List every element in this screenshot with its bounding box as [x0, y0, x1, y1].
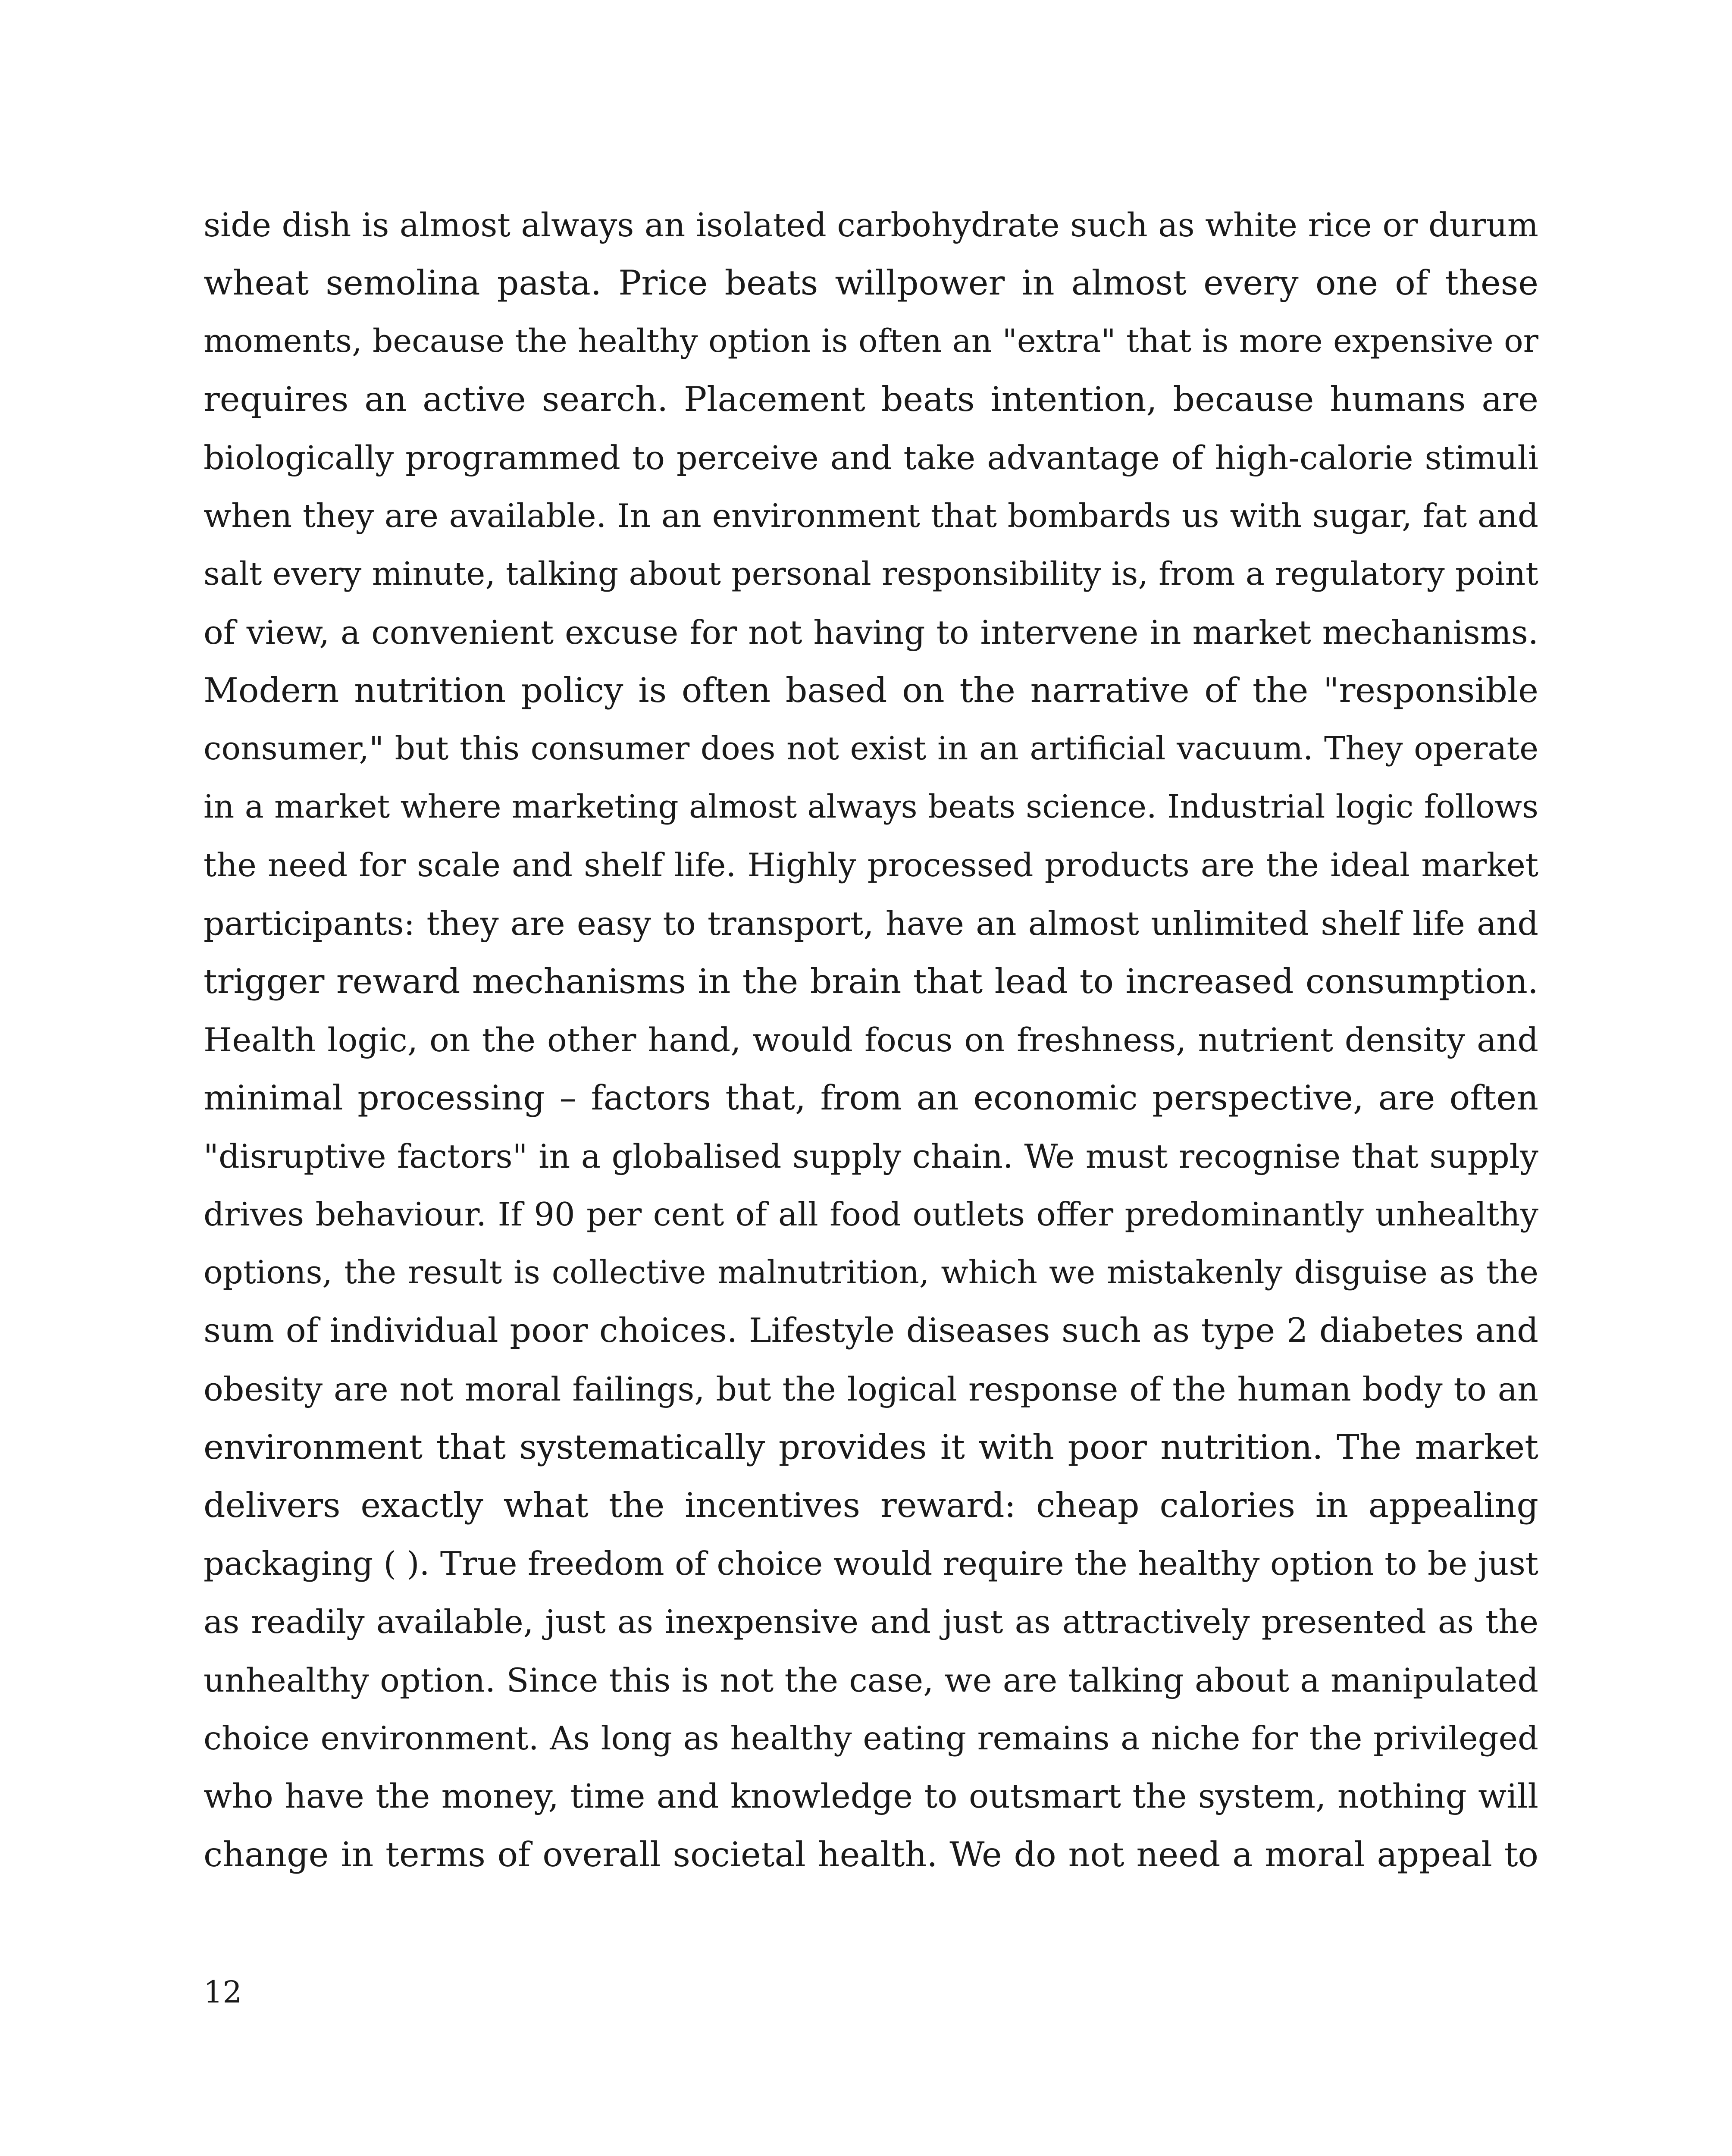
text-line: Health logic, on the other hand, would focus on freshness, nutrient density and [204, 1021, 1538, 1059]
text-line: salt every minute, talking about personal responsibility is, from a regulatory point [204, 555, 1538, 592]
text-line: unhealthy option. Since this is not the case, we are talking about a manipulated [204, 1661, 1538, 1699]
text-line: participants: they are easy to transport, have an almost unlimited shelf life and [204, 904, 1538, 943]
text-line: environment that systematically provides it with poor nutrition. The market [204, 1427, 1538, 1467]
text-line: in a market where marketing almost always beats science. Industrial logic follows [204, 788, 1538, 825]
text-line: biologically programmed to perceive and take advantage of high-calorie stimuli [204, 439, 1538, 477]
text-line: requires an active search. Placement beats intention, because humans are [204, 379, 1538, 419]
text-line: of view, a convenient excuse for not having to intervene in market mechanisms. [204, 613, 1538, 652]
text-line: packaging ( ). True freedom of choice would require the healthy option to be just [204, 1545, 1538, 1583]
page-number: 12 [204, 1974, 242, 2010]
text-line: Modern nutrition policy is often based on the narrative of the "responsible [204, 671, 1538, 710]
text-line: trigger reward mechanisms in the brain that lead to increased consumption. [204, 962, 1538, 1001]
text-line: options, the result is collective malnutrition, which we mistakenly disguise as the [204, 1254, 1538, 1291]
text-line: drives behaviour. If 90 per cent of all food outlets offer predominantly unhealthy [204, 1195, 1538, 1233]
text-line: minimal processing – factors that, from an economic perspective, are often [204, 1078, 1538, 1118]
text-line: when they are available. In an environment that bombards us with sugar, fat and [204, 497, 1538, 535]
text-line: as readily available, just as inexpensive and just as attractively presented as the [204, 1603, 1538, 1641]
text-line: sum of individual poor choices. Lifestyle diseases such as type 2 diabetes and [204, 1311, 1538, 1350]
body-paragraph [204, 196, 1538, 1884]
text-line: moments, because the healthy option is often an "extra" that is more expensive or [204, 323, 1538, 360]
text-line: wheat semolina pasta. Price beats willpower in almost every one of these [204, 263, 1538, 303]
text-line: "disruptive factors" in a globalised supply chain. We must recognise that supply [204, 1137, 1538, 1175]
text-line: side dish is almost always an isolated carbohydrate such as white rice or durum [204, 206, 1538, 244]
text-line: the need for scale and shelf life. Highly processed products are the ideal market [204, 846, 1538, 884]
text-line: delivers exactly what the incentives reward: cheap calories in appealing [204, 1485, 1538, 1525]
text-line: choice environment. As long as healthy eating remains a niche for the privileged [204, 1719, 1538, 1757]
text-line: change in terms of overall societal health. We do not need a moral appeal to [204, 1835, 1538, 1874]
text-line: consumer," but this consumer does not exist in an artificial vacuum. They operate [204, 730, 1538, 767]
text-line: obesity are not moral failings, but the logical response of the human body to an [204, 1370, 1538, 1408]
text-line: who have the money, time and knowledge to outsmart the system, nothing will [204, 1777, 1538, 1816]
